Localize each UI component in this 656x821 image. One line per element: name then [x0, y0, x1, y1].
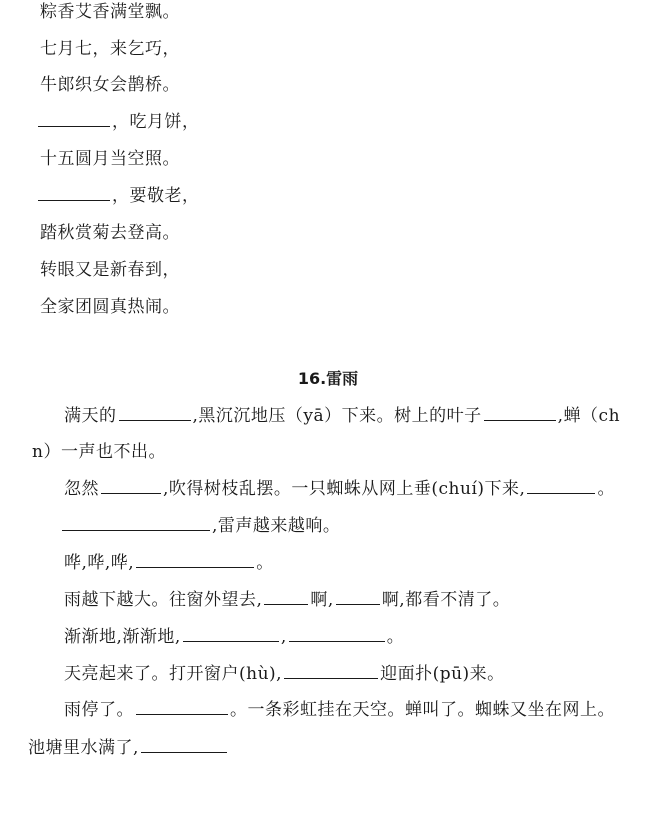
poem-line-4: [38, 110, 200, 134]
poem-line-5: 十五圆月当空照。: [40, 149, 180, 169]
text-segment: ,: [280, 627, 287, 647]
blank-line: [527, 479, 595, 494]
blank-line: [183, 627, 279, 642]
text-line-9: [64, 698, 615, 722]
blank-line: [264, 590, 308, 605]
blank-line: [284, 664, 378, 679]
poem-line-4-text: ，吃月饼，: [112, 112, 200, 132]
text-segment: 哗,哗,哗,: [64, 553, 135, 573]
text-segment: 雨停了。: [64, 700, 134, 720]
text-segment: 。: [256, 553, 274, 573]
text-segment: ,吹得树枝乱摆。一只蜘蛛从网上垂(chuí)下来,: [163, 479, 526, 499]
poem-line-8: 转眼又是新春到，: [40, 260, 180, 280]
poem-line-6-text: ，要敬老，: [112, 186, 200, 206]
text-segment: 啊,: [310, 590, 334, 610]
blank-line: [484, 406, 556, 421]
blank-line: [62, 516, 210, 531]
blank-line: [38, 186, 110, 201]
text-segment: 。: [386, 627, 405, 647]
text-segment: ,蝉（ch: [557, 406, 621, 426]
blank-line: [101, 479, 161, 494]
text-segment: 。一条彩虹挂在天空。蝉叫了。蜘蛛又坐在网上。: [230, 700, 615, 720]
poem-line-3: 牛郎织女会鹊桥。: [40, 75, 180, 95]
text-line-6: [64, 588, 510, 612]
text-segment: ,雷声越来越响。: [212, 516, 341, 536]
poem-line-2: 七月七，来乞巧，: [40, 39, 180, 59]
text-segment: ,黑沉沉地压（yā）下来。树上的叶子: [192, 406, 482, 426]
text-line-5: [64, 551, 274, 575]
blank-line: [119, 406, 191, 421]
blank-line: [141, 738, 227, 753]
text-segment: 。: [597, 479, 615, 499]
text-segment: 迎面扑(pū)来。: [380, 664, 505, 684]
blank-line: [38, 112, 110, 127]
text-segment: 满天的: [64, 406, 117, 426]
text-line-10: [28, 736, 229, 760]
text-line-7: [64, 625, 404, 649]
text-segment: 雨越下越大。往窗外望去,: [64, 590, 263, 610]
blank-line: [289, 627, 385, 642]
section-title: 16.雷雨: [297, 369, 359, 388]
text-line-2: n）一声也不出。: [32, 442, 166, 462]
text-segment: 啊,都看不清了。: [381, 590, 511, 610]
text-line-1: [64, 404, 620, 428]
blank-line: [136, 553, 254, 568]
text-segment: 池塘里水满了,: [28, 738, 139, 758]
text-segment: 渐渐地,渐渐地,: [64, 627, 181, 647]
text-line-3: [64, 477, 615, 501]
poem-line-7: 踏秋赏菊去登高。: [40, 223, 180, 243]
poem-line-1: 粽香艾香满堂飘。: [40, 2, 180, 22]
poem-line-9: 全家团圆真热闹。: [40, 297, 180, 317]
blank-line: [336, 590, 380, 605]
text-line-8: [64, 662, 505, 686]
text-line-4: [62, 514, 340, 538]
text-segment: 忽然: [64, 479, 99, 499]
poem-line-6: [38, 184, 200, 208]
blank-line: [136, 700, 228, 715]
text-segment: 天亮起来了。打开窗户(hù),: [64, 664, 283, 684]
